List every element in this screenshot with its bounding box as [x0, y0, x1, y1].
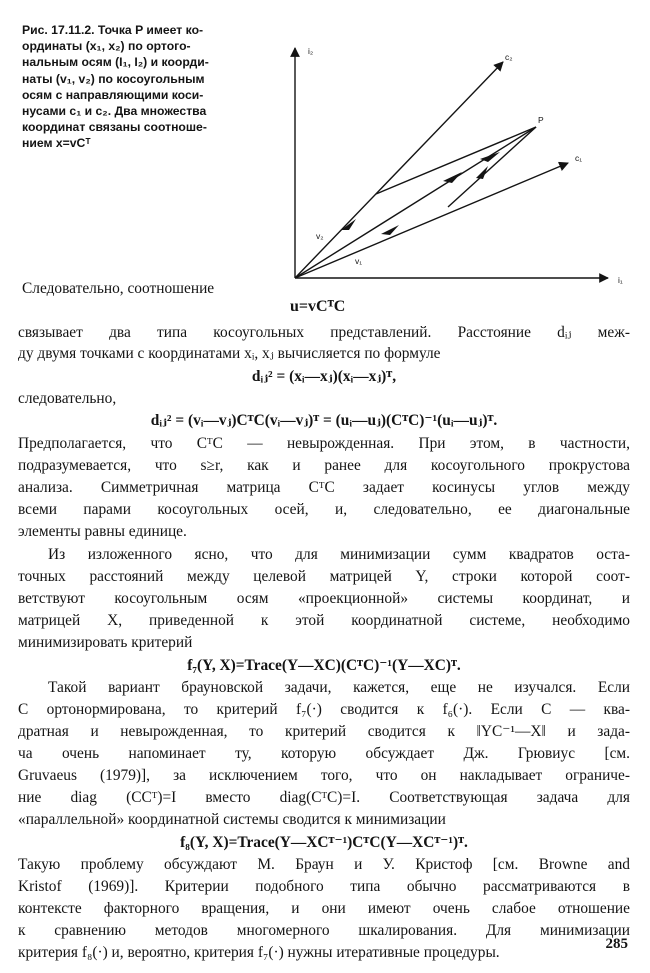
- formula-f7: f₇(Y, X)=Trace(Y—XC)(CᵀC)⁻¹(Y—XC)ᵀ.: [187, 657, 461, 674]
- text-line: точных расстояний между целевой матрицей Y, строки которой соот-: [18, 568, 630, 585]
- text-line: ние diag (CCᵀ)=I вместо diag(CᵀC)=I. Соответствующая задача для: [18, 789, 630, 806]
- label-v2: v₂: [316, 231, 324, 241]
- label-i1: i₁: [618, 275, 623, 285]
- vector-to-p: [295, 127, 536, 278]
- text-line: Предполагается, что CᵀC — невырожденная. При этом, в частности,: [18, 435, 630, 452]
- text-line: к сравнению методов многомерного шкалирования. Для минимизации: [18, 922, 630, 939]
- caption-line: координат связаны соотноше-: [22, 120, 207, 135]
- figure-caption: [22, 22, 267, 152]
- caption-line: наты (v₁, v₂) по косоугольным: [22, 71, 205, 86]
- formula-u-equals-vctc: u=vCᵀC: [290, 298, 346, 315]
- text-line: следовательно,: [18, 390, 117, 407]
- text-line: дратная и невырожденная, то критерий сводится к ‖YC⁻¹—X‖ и зада-: [18, 723, 630, 740]
- text-line: всеми парами косоугольных осей, и, следовательно, ее диагональные: [18, 501, 630, 518]
- label-c1: c₁: [575, 153, 583, 163]
- text-line: критерия f₈(·) и, вероятно, критерия f₇(·) нужны итеративные процедуры.: [18, 944, 500, 961]
- caption-line: нием x=vCᵀ: [22, 136, 91, 151]
- text-line: ча очень напоминает ту, которую обсуждает Дж. Грювиус [см.: [18, 745, 630, 762]
- caption-line: Рис. 17.11.2. Точка P имеет ко-: [22, 23, 204, 37]
- caption-line: ординаты (x₁, x₂) по ортого-: [22, 39, 191, 54]
- text-line: анализа. Симметричная матрица CᵀC задает косинусы углов между: [18, 479, 630, 496]
- text-line: контексте факторного вращения, и они имеют очень слабое отношение: [18, 900, 630, 917]
- text-line: минимизировать критерий: [18, 634, 193, 651]
- formula-f8: f₈(Y, X)=Trace(Y—XCᵀ⁻¹)CᵀC(Y—XCᵀ⁻¹)ᵀ.: [180, 834, 468, 851]
- label-i2: i₂: [308, 46, 314, 56]
- caption-line: нальным осям (I₁, I₂) и коорди-: [22, 55, 209, 70]
- text-line: ду двумя точками с координатами xᵢ, xⱼ вычисляется по формуле: [18, 345, 441, 362]
- page-number: 285: [605, 936, 628, 952]
- oblique-axes-diagram: [278, 30, 643, 295]
- text-line: Такой вариант брауновской задачи, кажется, еще не изучался. Если: [48, 679, 630, 696]
- text-line: «параллельной» координатной системы сводится к минимизации: [18, 811, 446, 828]
- label-p: P: [538, 115, 544, 125]
- text-line: связывает два типа косоугольных представлений. Расстояние dᵢⱼ меж-: [18, 324, 630, 341]
- text-line: Kristof (1969)]. Критерии подобного типа обычно рассматриваются в: [18, 878, 630, 895]
- formula-distance: dᵢⱼ² = (xᵢ—xⱼ)(xᵢ—xⱼ)ᵀ,: [251, 368, 397, 385]
- text-line: подразумевается, что s≥r, как и ранее для косоугольного прокрустова: [18, 457, 630, 474]
- text-line: Gruvaeus (1979)], за исключением того, что он накладывает ограниче-: [18, 767, 630, 784]
- label-v1: v₁: [355, 256, 363, 266]
- parallel-to-c1: [376, 127, 536, 194]
- caption-line: нусами c₁ и c₂. Два множества: [22, 104, 207, 119]
- caption-line: осям с направляющими коси-: [22, 87, 204, 102]
- formula-distance-oblique: dᵢⱼ² = (vᵢ—vⱼ)CᵀC(vᵢ—vⱼ)ᵀ = (uᵢ—uⱼ)(CᵀC)⁻¹(uᵢ—uⱼ)ᵀ.: [150, 412, 498, 429]
- text-line: элементы равны единице.: [18, 523, 187, 540]
- text-line: C ортонормирована, то критерий f₇(·) сводится к f₆(·). Если C — ква-: [18, 701, 630, 718]
- direction-arrow: [443, 172, 462, 183]
- text-line: Из изложенного ясно, что для минимизации сумм квадратов оста-: [48, 546, 630, 563]
- direction-arrow: [341, 219, 356, 230]
- text-line: матрицей X, приведенной к этой координатной системе, необходимо: [18, 612, 630, 629]
- text-line: Такую проблему обсуждают М. Браун и У. Кристоф [см. Browne and: [18, 856, 630, 873]
- label-c2: c₂: [505, 52, 513, 62]
- axis-c2: [295, 62, 503, 278]
- axis-c1: [295, 163, 568, 278]
- text-line: ветствуют косоугольным осям «проекционной» системы координат, и: [18, 590, 630, 607]
- lead-in-text: Следовательно, соотношение: [22, 280, 215, 297]
